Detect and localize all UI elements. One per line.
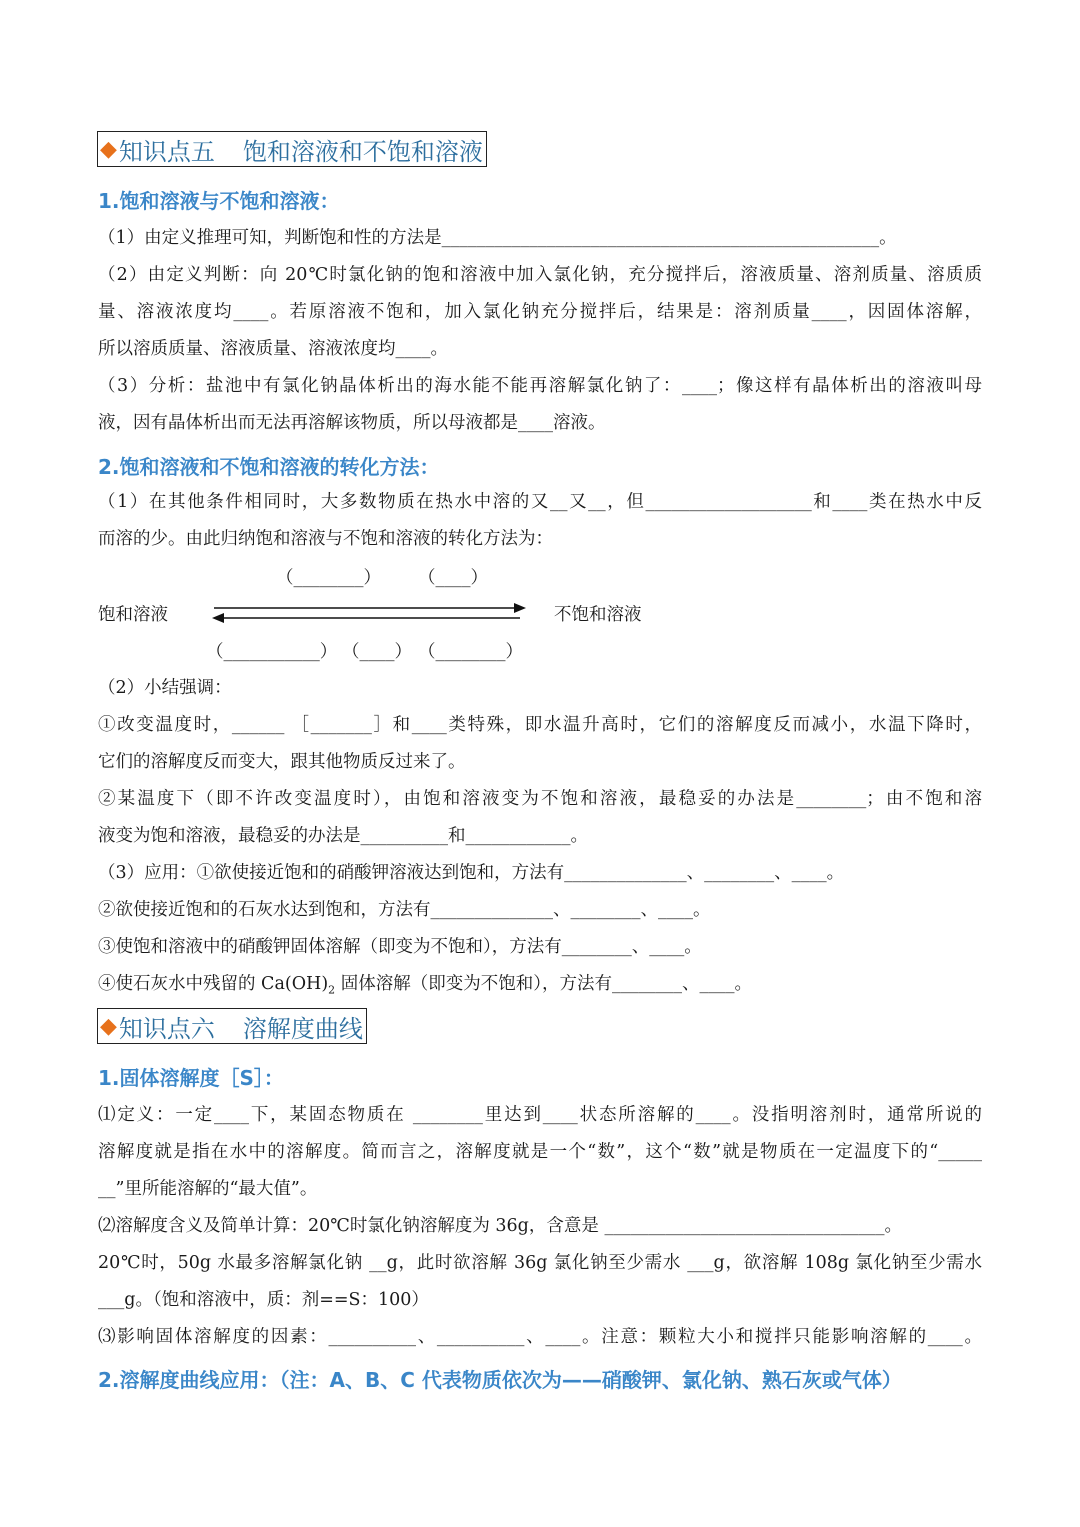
section-six-header xyxy=(97,1008,367,1044)
paragraph-line: 量、溶液浓度均____。若原溶液不饱和，加入氯化钠充分搅拌后，结果是：溶剂质量____，因固体溶解， xyxy=(98,302,982,322)
paragraph-line: （1）在其他条件相同时，大多数物质在热水中溶的又__又__，但___________________和____类在热水中反 xyxy=(98,492,982,512)
paragraph-line: ⑵溶解度含义及简单计算：20℃时氯化钠溶解度为 36g，含意是 ________________________________。 xyxy=(98,1216,902,1236)
diagram-blank: （________） xyxy=(276,568,381,588)
conversion-diagram xyxy=(98,560,798,670)
text-fragment: 固体溶解（即变为不饱和），方法有________、____。 xyxy=(335,974,752,994)
paragraph-line: （2）由定义判断：向 20℃时氯化钠的饱和溶液中加入氯化钠，充分搅拌后，溶液质量、溶剂质量、溶质质 xyxy=(98,265,982,285)
paragraph-line: ①改变温度时，______ ［_______］和____类特殊，即水温升高时，它们的溶解度反而减小，水温下降时， xyxy=(98,715,982,735)
paragraph-line: ⑶影响固体溶解度的因素：__________、__________、____。注意：颗粒大小和搅拌只能影响溶解的____。 xyxy=(98,1327,982,1347)
subheading: 2.溶解度曲线应用：（注：A、B、C 代表物质依次为——硝酸钾、氯化钠、熟石灰或气体） xyxy=(98,1368,902,1392)
paragraph-line: 20℃时，50g 水最多溶解氯化钠 __g，此时欲溶解 36g 氯化钠至少需水 ___g，欲溶解 108g 氯化钠至少需水 xyxy=(98,1253,982,1273)
diagram-blank: （________） xyxy=(418,642,523,662)
section-label: 知识点五 xyxy=(118,137,215,166)
paragraph-line: ②欲使接近饱和的石灰水达到饱和，方法有______________、________、____。 xyxy=(98,900,711,920)
subheading: 1.固体溶解度［S］： xyxy=(98,1066,284,1090)
subheading: 1.饱和溶液与不饱和溶液： xyxy=(98,189,340,213)
paragraph-line: 而溶的少。由此归纳饱和溶液与不饱和溶液的转化方法为： xyxy=(98,529,553,549)
section-five-header xyxy=(97,131,487,167)
paragraph-line: （3）分析：盐池中有氯化钠晶体析出的海水能不能再溶解氯化钠了：____；像这样有晶体析出的溶液叫母 xyxy=(98,376,982,396)
text-fragment: ④使石灰水中残留的 Ca(OH) xyxy=(98,974,329,994)
paragraph-line: 溶解度就是指在水中的溶解度。简而言之，溶解度就是一个“数”，这个“数”就是物质在一定温度下的“_____ xyxy=(98,1142,982,1162)
paragraph-line: （2）小结强调： xyxy=(98,678,232,698)
diagram-blank: （____） xyxy=(342,642,412,662)
paragraph-line: ②某温度下（即不许改变温度时），由饱和溶液变为不饱和溶液，最稳妥的办法是________；由不饱和溶 xyxy=(98,789,982,809)
paragraph-line: __”里所能溶解的“最大值”。 xyxy=(98,1179,318,1199)
paragraph-line: ___g。（饱和溶液中，质：剂==S：100） xyxy=(98,1290,429,1310)
paragraph-line: 所以溶质质量、溶液质量、溶液浓度均____。 xyxy=(98,339,448,359)
paragraph-line: ⑴定义：一定____下，某固态物质在 ________里达到____状态所溶解的____。没指明溶剂时，通常所说的 xyxy=(98,1105,982,1125)
unsaturated-label: 不饱和溶液 xyxy=(554,605,642,625)
section-label: 知识点六 xyxy=(118,1014,215,1043)
double-arrow-icon xyxy=(210,601,530,627)
paragraph-line: 液，因有晶体析出而无法再溶解该物质，所以母液都是____溶液。 xyxy=(98,413,606,433)
paragraph-line xyxy=(98,972,752,1003)
subscript: 2 xyxy=(328,983,336,997)
diagram-blank: （___________） xyxy=(206,642,338,662)
section-title: 饱和溶液和不饱和溶液 xyxy=(242,137,483,166)
saturated-label: 饱和溶液 xyxy=(98,605,168,625)
paragraph-line: ③使饱和溶液中的硝酸钾固体溶解（即变为不饱和），方法有________、____。 xyxy=(98,937,702,957)
paragraph-line: 它们的溶解度反而变大，跟其他物质反过来了。 xyxy=(98,752,466,772)
subheading: 2.饱和溶液和不饱和溶液的转化方法： xyxy=(98,455,440,479)
paragraph-line: （1）由定义推理可知，判断饱和性的方法是__________________________________________________。 xyxy=(98,228,897,248)
diamond-icon: ◆ xyxy=(100,1013,117,1039)
diagram-blank: （____） xyxy=(418,568,488,588)
paragraph-line: （3）应用：①欲使接近饱和的硝酸钾溶液达到饱和，方法有______________、________、____。 xyxy=(98,863,845,883)
paragraph-line: 液变为饱和溶液，最稳妥的办法是__________和____________。 xyxy=(98,826,588,846)
diamond-icon: ◆ xyxy=(100,136,117,162)
section-title: 溶解度曲线 xyxy=(242,1014,363,1043)
